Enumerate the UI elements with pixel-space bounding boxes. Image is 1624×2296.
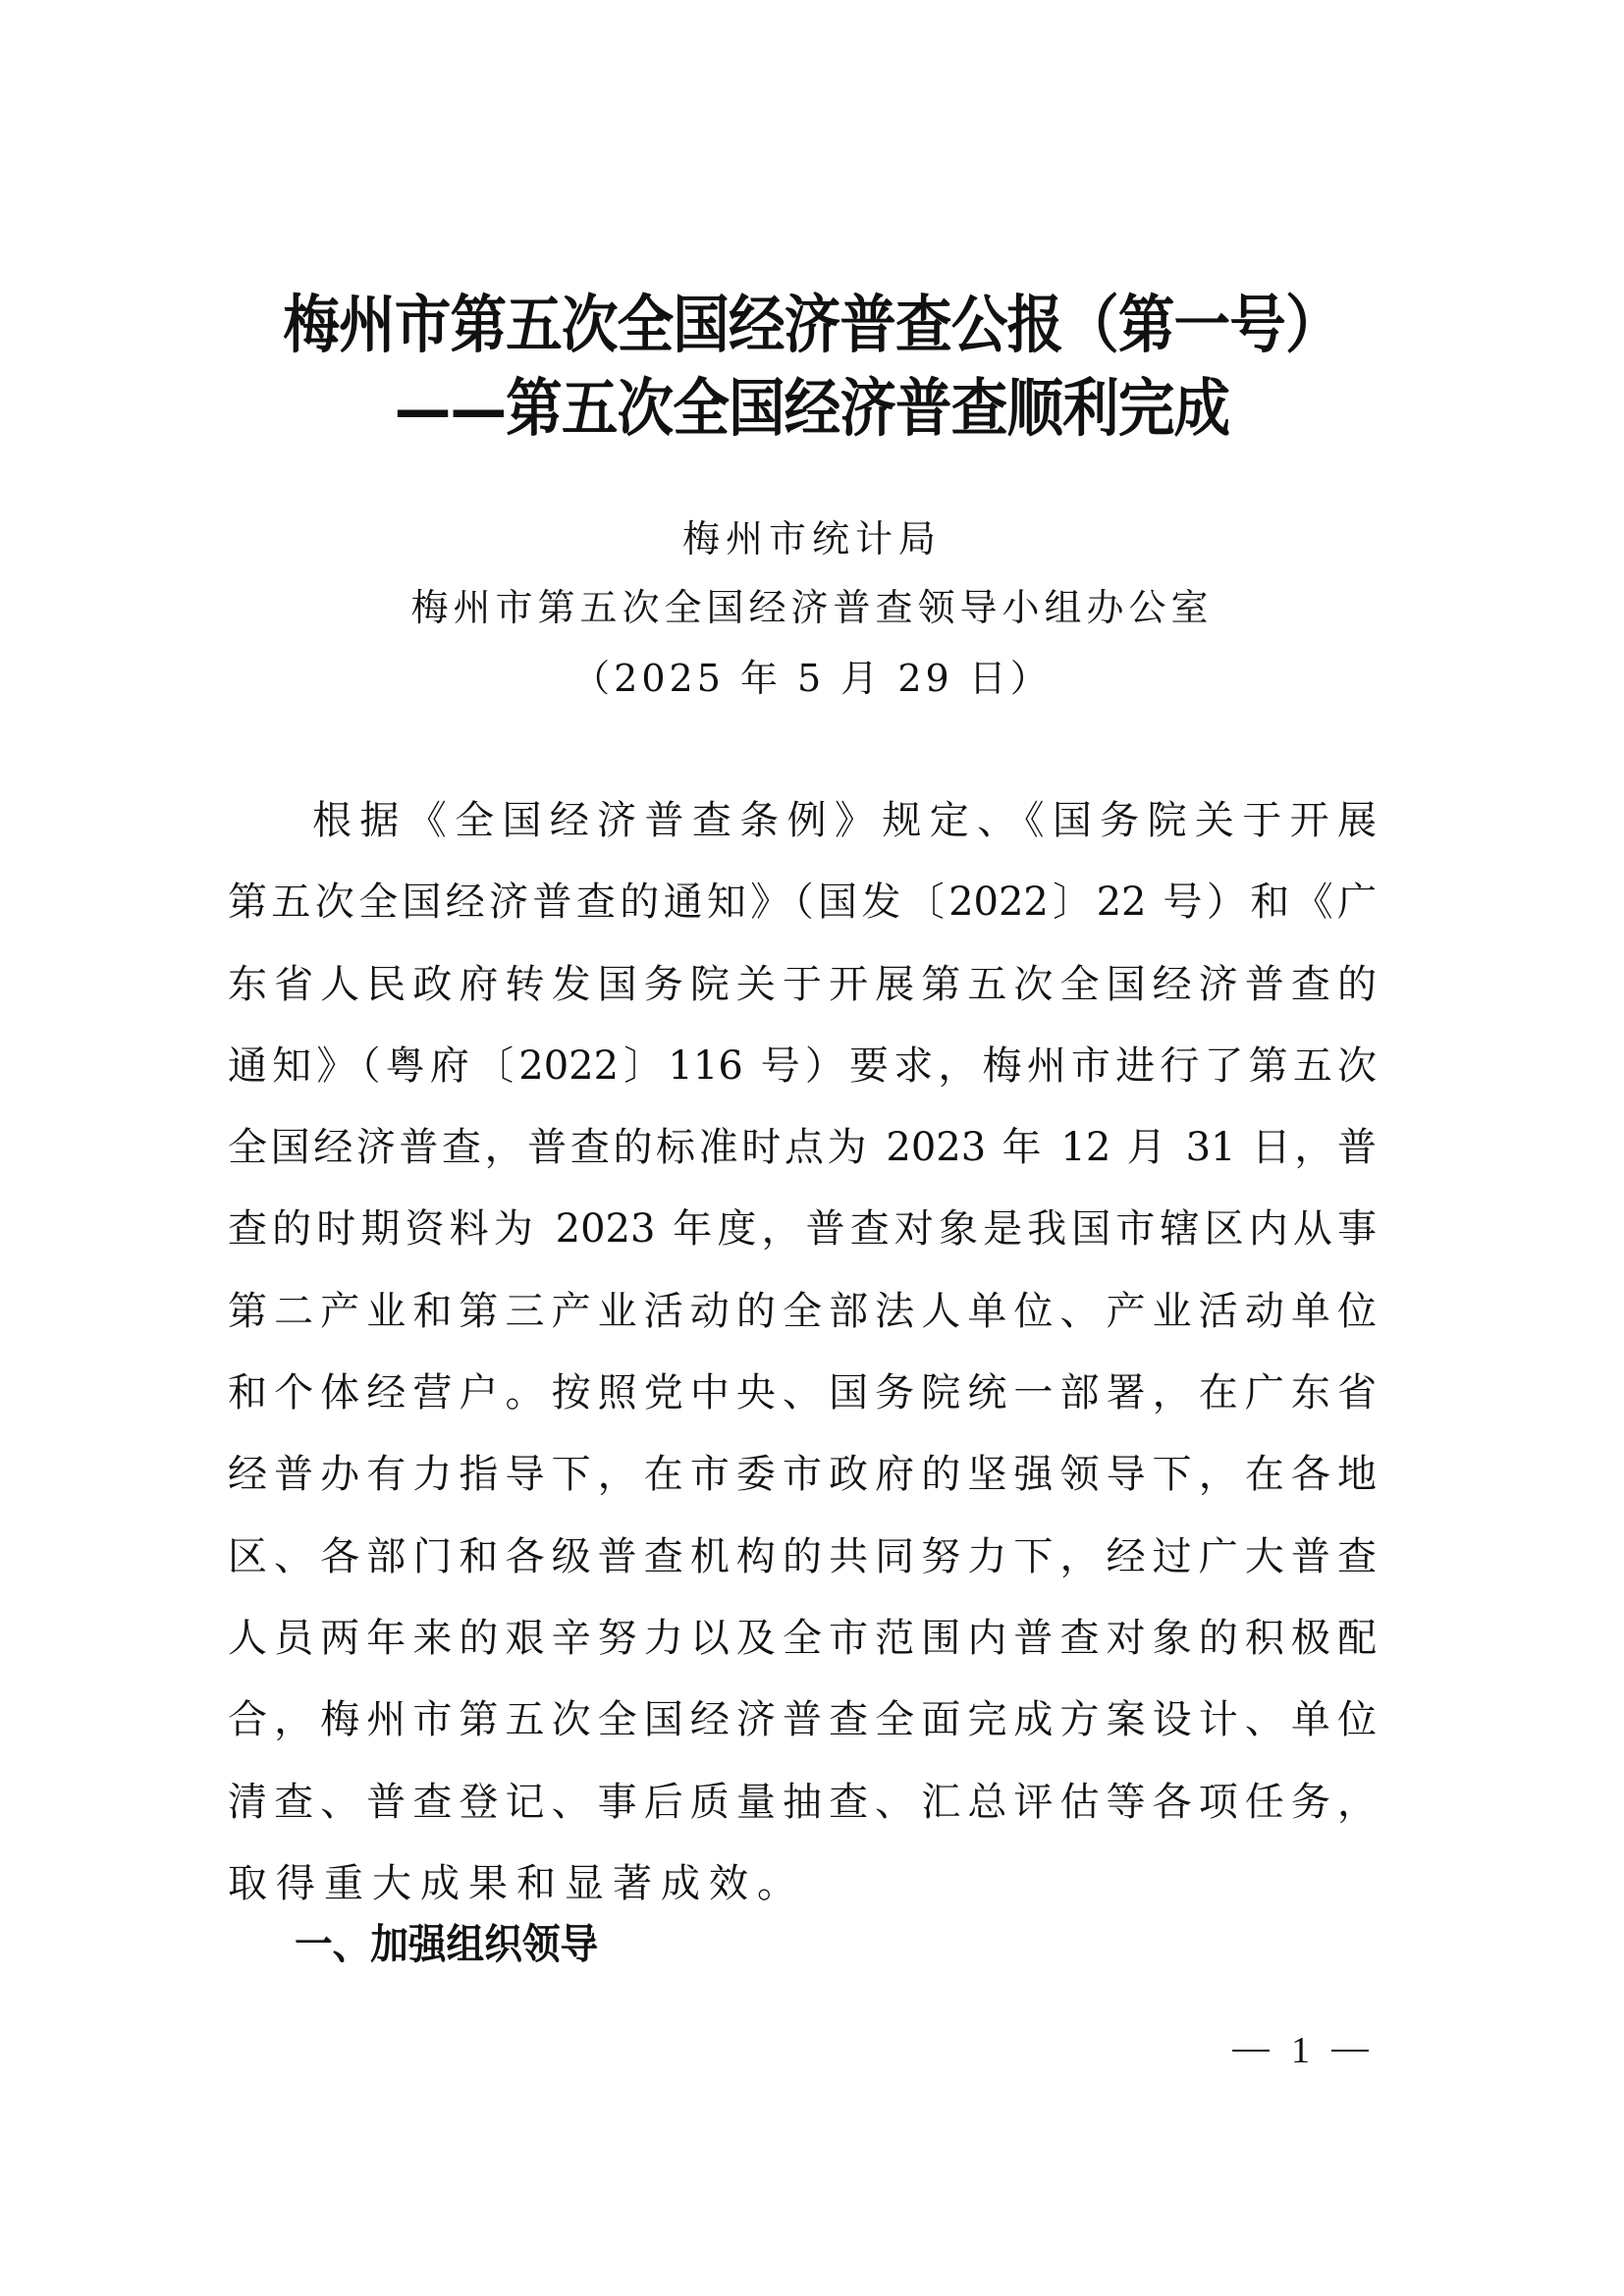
body-line: 查的时期资料为 2023 年度，普查对象是我国市辖区内从事 xyxy=(228,1206,1377,1253)
body-line: 人员两年来的艰辛努力以及全市范围内普查对象的积极配 xyxy=(228,1615,1377,1661)
body-line: 第五次全国经济普查的通知》（国发〔2022〕22 号）和《广 xyxy=(228,880,1377,926)
document-title: 梅州市第五次全国经济普查公报（第一号） xyxy=(283,289,1341,362)
body-line: 第二产业和第三产业活动的全部法人单位、产业活动单位 xyxy=(228,1288,1377,1334)
dash-right xyxy=(1331,2050,1369,2052)
body-line: 取得重大成果和显著成效。 xyxy=(228,1860,805,1906)
body-line: 全国经济普查，普查的标准时点为 2023 年 12 月 31 日，普 xyxy=(228,1125,1377,1171)
issuer-census-office: 梅州市第五次全国经济普查领导小组办公室 xyxy=(410,586,1214,629)
body-line: 和个体经营户。按照党中央、国务院统一部署，在广东省 xyxy=(228,1370,1377,1416)
page-number-value: 1 xyxy=(1291,2030,1310,2071)
publication-date: （2025 年 5 月 29 日） xyxy=(572,657,1052,700)
body-line: 区、各部门和各级普查机构的共同努力下，经过广大普查 xyxy=(228,1533,1377,1579)
body-line: 合，梅州市第五次全国经济普查全面完成方案设计、单位 xyxy=(228,1697,1377,1743)
body-line: 根据《全国经济普查条例》规定、《国务院关于开展 xyxy=(312,798,1377,843)
section-heading: 一、加强组织领导 xyxy=(295,1920,599,1968)
body-paragraph xyxy=(228,780,1377,1925)
dash-left xyxy=(1232,2050,1270,2052)
body-line: 经普办有力指导下，在市委市政府的坚强领导下，在各地 xyxy=(228,1452,1377,1498)
body-line: 东省人民政府转发国务院关于开展第五次全国经济普查的 xyxy=(228,961,1377,1007)
document-subtitle: ——第五次全国经济普查顺利完成 xyxy=(394,372,1230,446)
body-line: 清查、普查登记、事后质量抽查、汇总评估等各项任务， xyxy=(228,1779,1377,1825)
body-line: 通知》（粤府〔2022〕116 号）要求，梅州市进行了第五次 xyxy=(228,1042,1377,1089)
page-number xyxy=(1232,2032,1369,2069)
issuer-statistics-bureau: 梅州市统计局 xyxy=(681,517,942,561)
